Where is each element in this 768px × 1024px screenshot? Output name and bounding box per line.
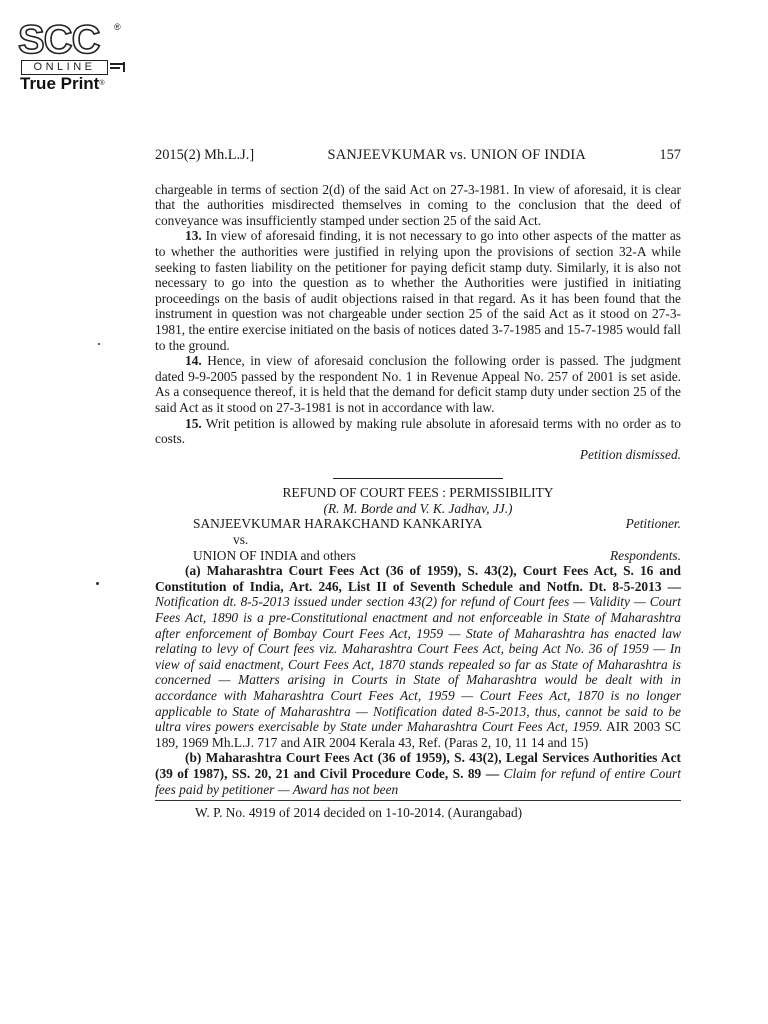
headnote-a-summary: Notification dt. 8-5-2013 issued under section 43(2) for refund of Court fees — Validity — Court Fees Act, 1890 is a pre-Constitutional enactment and not enforceable in State of Maharashtra after enforcement of Bombay Court Fees Act, 1959 — State of Maharashtra has enacted law relating to levy of Court fees viz. Maharashtra Court Fees Act, being Act No. 36 of 1959 — In view of said enactment, Court Fees Act, 1870 stands repealed so far as State of Maharashtra is concerned — Matters arising in Courts in State of Maharashtra would be dealt with in accordance with Maharashtra Court Fees Act, 1959 — Court Fees Act, 1870 is no longer applicable to State of Maharashtra — Notification dated 8-5-2013, thus, cannot be said to be ultra vires powers exercisable by State under Maharashtra Court Fees Act, 1959.	[155, 594, 681, 735]
section-divider	[333, 478, 503, 479]
respondent-name: UNION OF INDIA and others	[193, 547, 356, 563]
headnote-a-references: AIR 2003 SC 189, 1969 Mh.L.J. 717 and AIR 2004 Kerala 43, Ref. (Paras 2, 10, 11 14 and 15)	[155, 719, 681, 750]
case-running-title: SANJEEVKUMAR vs. UNION OF INDIA	[327, 147, 586, 163]
bench-judges: (R. M. Borde and V. K. Jadhav, JJ.)	[323, 500, 513, 516]
headnote-b-catchwords: (b) Maharashtra Court Fees Act (36 of 1959), S. 43(2), Legal Services Authorities Act (39 of 1987), SS. 20, 21 and Civil Procedure Code, S. 89 —	[155, 750, 681, 781]
paragraph-number: 15.	[185, 415, 202, 431]
paragraph-number: 13.	[185, 228, 202, 244]
paragraph-text: Hence, in view of aforesaid conclusion the following order is passed. The judgment dated 9-9-2005 passed by the respondent No. 1 in Revenue Appeal No. 257 of 2001 is set aside. As a consequence thereof, it is held that the demand for deficit stamp duty under section 25 of the said Act as it stood on 27-3-1981 is not in accordance with law.	[155, 353, 681, 415]
paragraph-text: Writ petition is allowed by making rule absolute in aforesaid terms with no order as to costs.	[155, 415, 681, 447]
paragraph-text: In view of aforesaid finding, it is not necessary to go into other aspects of the matter as to whether the authorities were justified in relying upon the provisions of section 32-A while seeking to fasten liability on the petitioner for paying deficit stamp duty. Similarly, it is also not necessary to go into the question as to whether the Authorities were justified in initiating proceedings on the basis of audit objections raised in that regard. As it has been found that the instrument in question was not chargeable under section 25 of the said Act as it stood on 27-3-1981, the entire exercise initiated on the basis of notices dated 3-7-1985 and 15-7-1985 would fall to the ground.	[155, 228, 681, 353]
case-title: REFUND OF COURT FEES : PERMISSIBILITY	[282, 485, 554, 501]
logo-registered-mark: ®	[114, 22, 121, 32]
running-header	[155, 148, 681, 164]
logo-product-label: True Print	[20, 74, 100, 93]
logo-product	[20, 75, 105, 93]
petitioner-role: Petitioner.	[625, 516, 681, 532]
document-page	[155, 148, 681, 821]
headnote-b	[155, 750, 681, 797]
logo-product-mark: ®	[99, 80, 105, 87]
scc-online-logo	[18, 18, 128, 93]
disposition: Petition dismissed.	[579, 446, 681, 462]
case-footnote: W. P. No. 4919 of 2014 decided on 1-10-2014. (Aurangabad)	[195, 805, 523, 821]
page-number: 157	[659, 147, 681, 163]
footnote-divider	[155, 800, 681, 801]
paragraph-continued: chargeable in terms of section 2(d) of the said Act on 27-3-1981. In view of aforesaid, it is clear that the authorities misdirected themselves in coming to the conclusion that the deed of conveyance was insufficiently stamped under section 25 of the said Act.	[155, 181, 681, 228]
logo-brand: SCC	[18, 18, 100, 62]
paragraph-13	[155, 228, 681, 353]
margin-speck	[98, 343, 100, 345]
paragraph-14	[155, 353, 681, 415]
paragraph-number: 14.	[185, 353, 202, 369]
headnote-a	[155, 563, 681, 750]
journal-citation: 2015(2) Mh.L.J.]	[155, 147, 255, 163]
flag-icon	[110, 62, 126, 72]
respondent-row	[155, 548, 681, 564]
petitioner-row	[155, 516, 681, 532]
respondent-role: Respondents.	[609, 547, 681, 563]
headnote-a-catchwords: (a) Maharashtra Court Fees Act (36 of 1959), S. 43(2), Court Fees Act, S. 16 and Constitution of India, Art. 246, List II of Seventh Schedule and Notfn. Dt. 8-5-2013 —	[155, 563, 681, 594]
headnote-b-summary: Claim for refund of entire Court fees paid by petitioner — Award has not been	[155, 765, 681, 797]
margin-speck	[96, 582, 99, 585]
petitioner-name: SANJEEVKUMAR HARAKCHAND KANKARIYA	[193, 516, 483, 532]
paragraph-15	[155, 416, 681, 447]
logo-online-label: ONLINE	[21, 60, 108, 75]
versus: vs.	[233, 532, 249, 548]
